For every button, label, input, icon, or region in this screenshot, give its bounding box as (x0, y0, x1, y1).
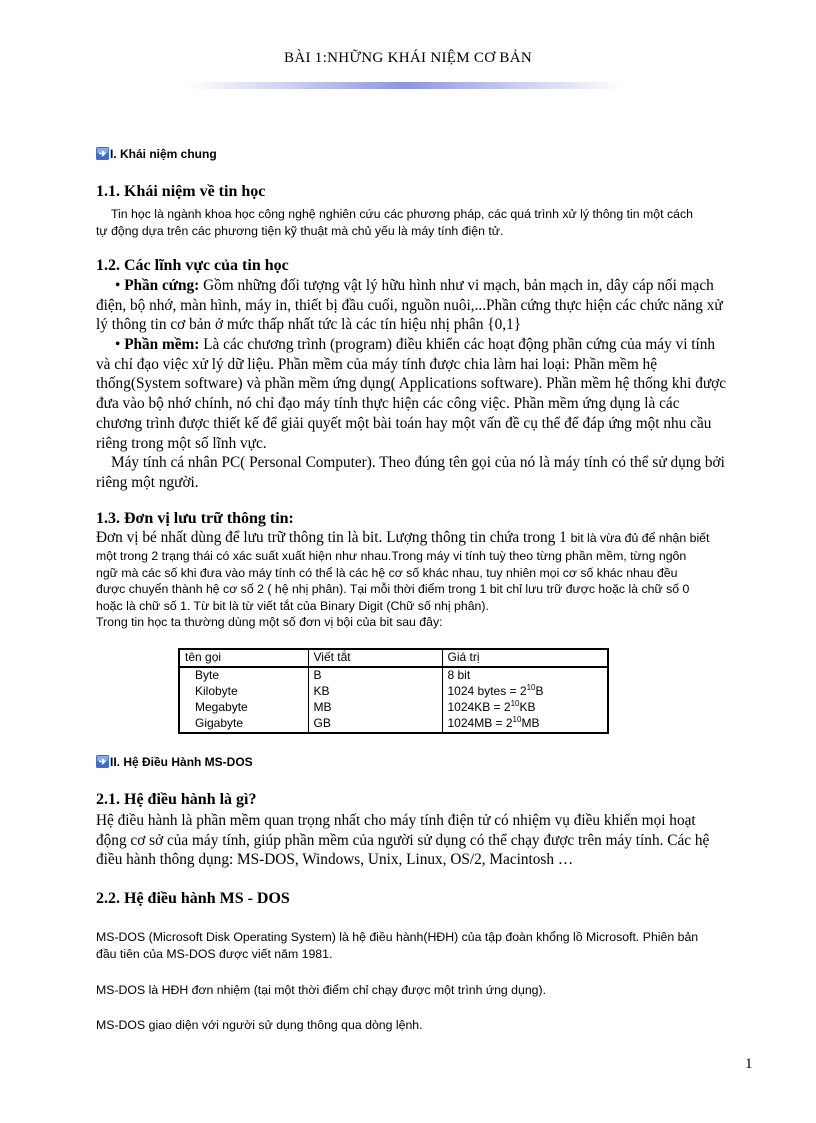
unit-name: Megabyte (180, 700, 308, 716)
unit-value-text: 1024MB = 2 (447, 716, 513, 730)
unit-abbr: GB (308, 716, 442, 732)
arrow-box-icon (96, 755, 109, 768)
para-1-3-line-6: Trong tin học ta thường dùng một số đơn vị bội của bit sau đây: (96, 615, 443, 629)
unit-value-text: 8 bit (447, 668, 471, 682)
para-2-2-3: MS-DOS giao diện với người sử dụng thông qua dòng lệnh. (96, 1018, 423, 1032)
para-2-1-line-1: Hệ điều hành là phần mềm quan trọng nhất cho máy tính điện tử có nhiệm vụ điều khiển mọi hoạt (96, 812, 696, 829)
para-1-1-line-2: tự động dựa trên các phương tiện kỹ thuật mà chủ yếu là máy tính điện tử. (96, 224, 504, 238)
unit-value-suffix: B (535, 684, 544, 698)
hardware-line-3: lý thông tin cơ bản ở mức thấp nhất tức là các tín hiệu nhị phân {0,1} (96, 316, 522, 334)
hardware-line-1: Gồm những đối tượng vật lý hữu hình như vi mạch, bản mạch in, dây cáp nối mạch (199, 277, 714, 294)
table-row (180, 667, 607, 684)
unit-name: Gigabyte (180, 716, 308, 732)
unit-exponent: 10 (512, 715, 522, 724)
software-label: Phần mềm: (124, 336, 200, 353)
software-line-5: chương trình được thiết kế để giải quyết một bài toán hay một vấn đề cụ thể để đáp ứng một nhu cầu (96, 414, 712, 432)
para-1-3-line-1-serif: Đơn vị bé nhất dùng để lưu trữ thông tin là bit. Lượng thông tin chứa trong 1 (96, 529, 571, 546)
para-2-2-1 (96, 929, 776, 963)
software-line-6: riêng trong một số lĩnh vực. (96, 434, 267, 452)
table-row (180, 716, 607, 732)
hardware-line-2: điện, bộ nhớ, màn hình, máy in, thiết bị đầu cuối, nguồn nuôi,...Phần cứng thực hiện các chức năng xử (96, 296, 723, 314)
heading-1-1: 1.1. Khái niệm về tin học (96, 183, 266, 200)
table-header-cell: tên gọi (180, 650, 308, 667)
units-table (178, 648, 609, 734)
section-1-heading-text: I. Khái niệm chung (110, 147, 217, 161)
hardware-label: Phần cứng: (124, 277, 200, 294)
software-line-1: Là các chương trình (program) điều khiển các hoạt động phần cứng của máy vi tính (199, 336, 716, 353)
pc-line-2: riêng một người. (96, 473, 199, 491)
table-row (180, 684, 607, 700)
page-number: 1 (745, 1056, 753, 1072)
section-2-heading (96, 755, 253, 769)
para-software (96, 335, 776, 453)
para-hardware (96, 276, 776, 335)
para-2-2-2: MS-DOS là HĐH đơn nhiệm (tại một thời điểm chỉ chạy được một trình ứng dụng). (96, 983, 547, 997)
header-rule (185, 82, 625, 89)
para-1-3-line-3: ngữ mà các số khi đưa vào máy tính có thể là các hệ cơ số khác nhau, tuy nhiên mọi cơ số khác nhau đều (96, 565, 678, 580)
unit-exponent: 10 (510, 699, 520, 708)
para-1-3-line-1-sans: bit là vừa đủ để nhận biết (570, 531, 710, 545)
para-2-1-line-2: động cơ sở của máy tính, giúp phần mềm của người sử dụng có thể chạy được trên máy tính. Các hệ (96, 831, 710, 849)
table-header-cell: Giá trị (442, 650, 607, 667)
unit-name: Byte (180, 667, 308, 684)
para-2-1 (96, 811, 776, 870)
para-1-3-line-2: một trong 2 trạng thái có xác suất xuất hiện như nhau.Trong máy vi tính tuỳ theo từng phần mềm, từng ngôn (96, 549, 687, 563)
para-1-3-line-5: hoặc là chữ số 1. Từ bit là từ viết tắt của Binary Digit (Chữ số nhị phân). (96, 598, 489, 613)
heading-2-1: 2.1. Hệ điều hành là gì? (96, 791, 257, 808)
unit-abbr: KB (308, 684, 442, 700)
bullet: • (115, 277, 125, 294)
arrow-box-icon (96, 147, 109, 160)
page-header-title: BÀI 1:NHỮNG KHÁI NIỆM CƠ BẢN (284, 50, 532, 66)
table-row (180, 700, 607, 716)
table-header-row (180, 650, 607, 667)
heading-1-2: 1.2. Các lĩnh vực của tin học (96, 257, 289, 274)
software-line-4: đưa vào bộ nhớ chính, nó chỉ đạo máy tính thực hiện các công việc. Phần mềm ứng dụng là các (96, 395, 680, 413)
unit-value-suffix: KB (519, 700, 536, 714)
unit-value (442, 716, 607, 732)
para-1-3-line-1 (96, 529, 776, 547)
unit-value-text: 1024KB = 2 (447, 700, 511, 714)
section-2-heading-text: II. Hệ Điều Hành MS-DOS (110, 755, 253, 769)
section-1-heading (96, 147, 217, 161)
pc-line-1: Máy tính cá nhân PC( Personal Computer). Theo đúng tên gọi của nó là máy tính có thể sử dụng bởi (111, 454, 725, 471)
unit-value-text: 1024 bytes = 2 (447, 684, 527, 698)
unit-exponent: 10 (526, 683, 536, 692)
unit-value-suffix: MB (521, 716, 540, 730)
unit-value (442, 667, 607, 684)
unit-name: Kilobyte (180, 684, 308, 700)
para-1-3-line-4: được chuyển thành hệ cơ số 2 ( hệ nhị phân). Tại mỗi thời điểm trong 1 bit chỉ lưu trữ được hoặc là chữ số 0 (96, 582, 690, 596)
para-1-1-line-1: Tin học là ngành khoa học công nghệ nghiên cứu các phương pháp, các quá trình xử lý thông tin một cách (111, 207, 693, 221)
para-2-2-1-line-1: MS-DOS (Microsoft Disk Operating System) là hệ điều hành(HĐH) của tập đoàn khổng lồ Microsoft. Phiên bản (96, 930, 699, 944)
para-2-1-line-3: điều hành thông dụng: MS-DOS, Windows, Unix, Linux, OS/2, Macintosh … (96, 851, 574, 869)
unit-value (442, 684, 607, 700)
bullet: • (115, 336, 125, 353)
heading-2-2: 2.2. Hệ điều hành MS - DOS (96, 890, 290, 907)
para-1-3-body (96, 548, 776, 631)
software-line-2: và chỉ đạo việc xử lý dữ liệu. Phần mềm của máy tính được chia làm hai loại: Phần mềm hệ (96, 355, 657, 373)
heading-1-3: 1.3. Đơn vị lưu trữ thông tin: (96, 510, 294, 527)
para-pc (96, 453, 776, 492)
para-2-2-1-line-2: đầu tiên của MS-DOS được viết năm 1981. (96, 947, 333, 961)
unit-abbr: MB (308, 700, 442, 716)
software-line-3: thống(System software) và phần mềm ứng dụng( Applications software). Phần mềm hệ thống khi được (96, 375, 727, 393)
table-header-cell: Viết tắt (308, 650, 442, 667)
unit-abbr: B (308, 667, 442, 684)
unit-value (442, 700, 607, 716)
